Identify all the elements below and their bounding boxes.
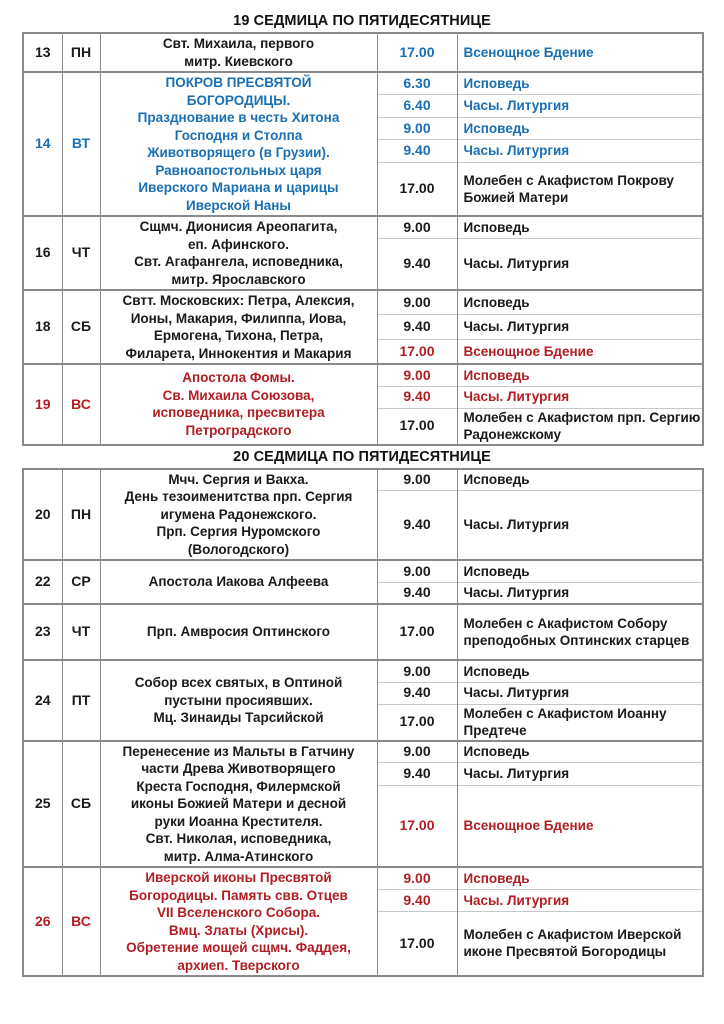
service-name: Исповедь <box>457 741 703 763</box>
feast-description <box>100 290 377 364</box>
service-time: 17.00 <box>377 704 457 741</box>
feast-description <box>100 604 377 660</box>
service-time: 9.00 <box>377 364 457 386</box>
desc-line: Перенесение из Мальты в Гатчину <box>122 743 355 759</box>
feast-description <box>100 72 377 216</box>
service-name: Исповедь <box>457 72 703 95</box>
service-name: Часы. Литургия <box>457 95 703 118</box>
service-name: Часы. Литургия <box>457 582 703 604</box>
service-name: Исповедь <box>457 290 703 315</box>
schedule-table <box>22 468 704 978</box>
feast-description <box>100 364 377 445</box>
service-time: 9.00 <box>377 290 457 315</box>
desc-line: пустыни просиявших. <box>164 692 313 708</box>
day-row <box>23 560 703 582</box>
desc-line: архиеп. Тверского <box>177 957 300 973</box>
day-of-week: ПН <box>62 469 100 561</box>
desc-line: Свт. Николая, исповедника, <box>145 831 332 846</box>
desc-line: Вмц. Златы (Хрисы). <box>168 922 309 938</box>
service-name: Часы. Литургия <box>457 315 703 340</box>
desc-line: Свт. Михаила, первого <box>162 36 315 51</box>
service-name: Часы. Литургия <box>457 239 703 290</box>
desc-line: части Древа Животворящего <box>141 761 336 776</box>
service-time: 9.00 <box>377 117 457 140</box>
day-number: 16 <box>23 216 62 290</box>
day-number: 20 <box>23 469 62 561</box>
service-time: 9.40 <box>377 315 457 340</box>
desc-line: Петроградского <box>185 422 292 438</box>
service-name: Исповедь <box>457 660 703 682</box>
week-title: 19 СЕДМИЦА ПО ПЯТИДЕСЯТНИЦЕ <box>233 13 491 29</box>
feast-description <box>100 660 377 741</box>
desc-line: Свт. Агафангела, исповедника, <box>134 254 343 269</box>
service-time: 9.40 <box>377 889 457 911</box>
day-of-week: ЧТ <box>62 216 100 290</box>
day-of-week: ПН <box>62 33 100 72</box>
service-time: 17.00 <box>377 339 457 364</box>
day-row <box>23 469 703 491</box>
service-time: 9.40 <box>377 491 457 560</box>
desc-line: Равноапостольных царя <box>155 162 322 178</box>
day-number: 22 <box>23 560 62 604</box>
day-row <box>23 33 703 72</box>
desc-line: исповедника, пресвитера <box>152 405 325 421</box>
feast-description <box>100 867 377 976</box>
desc-line: ПОКРОВ ПРЕСВЯТОЙ <box>165 75 312 90</box>
day-of-week: ВС <box>62 867 100 976</box>
service-name: Часы. Литургия <box>457 682 703 704</box>
service-time: 9.00 <box>377 469 457 491</box>
day-number: 13 <box>23 33 62 72</box>
service-time: 17.00 <box>377 911 457 976</box>
desc-line: митр. Киевского <box>184 53 293 69</box>
day-number: 14 <box>23 72 62 216</box>
service-name: Исповедь <box>457 560 703 582</box>
desc-line: VII Вселенского Собора. <box>157 905 320 920</box>
schedule-table <box>22 32 704 446</box>
desc-line: (Вологодского) <box>187 541 290 557</box>
feast-description <box>100 560 377 604</box>
day-number: 24 <box>23 660 62 741</box>
feast-description <box>100 741 377 868</box>
desc-line: Апостола Фомы. <box>182 370 295 386</box>
service-time: 17.00 <box>377 408 457 445</box>
service-name: Молебен с Акафистом прп. Сергию Радонежскому <box>457 408 703 445</box>
service-time: 6.40 <box>377 95 457 118</box>
desc-line: Филарета, Иннокентия и Макария <box>125 345 352 361</box>
desc-line: митр. Алма-Атинского <box>163 848 314 864</box>
desc-line: Обретение мощей сщмч. Фаддея, <box>126 940 351 955</box>
day-of-week: ЧТ <box>62 604 100 660</box>
desc-line: Прп. Сергия Нуромского <box>156 524 321 539</box>
day-number: 19 <box>23 364 62 445</box>
desc-line: Мчч. Сергия и Вакха. <box>168 471 309 487</box>
service-name: Часы. Литургия <box>457 140 703 163</box>
service-time: 9.40 <box>377 763 457 785</box>
day-number: 25 <box>23 741 62 868</box>
service-time: 9.00 <box>377 216 457 239</box>
day-row <box>23 290 703 315</box>
service-time: 9.00 <box>377 741 457 763</box>
service-name: Исповедь <box>457 364 703 386</box>
service-name: Молебен с Акафистом Иверской иконе Пресвятой Богородицы <box>457 911 703 976</box>
service-name: Молебен с Акафистом Иоанну Предтече <box>457 704 703 741</box>
desc-line: Иверской иконы Пресвятой <box>145 870 332 885</box>
day-row <box>23 364 703 386</box>
service-time: 6.30 <box>377 72 457 95</box>
desc-line: Богородицы. Память свв. Отцев <box>129 887 348 903</box>
service-time: 9.40 <box>377 140 457 163</box>
desc-line: руки Иоанна Крестителя. <box>154 813 323 829</box>
service-name: Исповедь <box>457 469 703 491</box>
desc-line: Ионы, Макария, Филиппа, Иова, <box>130 310 347 326</box>
desc-line: игумена Радонежского. <box>160 506 317 522</box>
day-of-week: ПТ <box>62 660 100 741</box>
desc-line: митр. Ярославского <box>171 271 306 287</box>
day-row <box>23 216 703 239</box>
service-name: Часы. Литургия <box>457 491 703 560</box>
service-time: 9.00 <box>377 867 457 889</box>
service-name: Исповедь <box>457 867 703 889</box>
day-of-week: СР <box>62 560 100 604</box>
day-row <box>23 72 703 95</box>
service-time: 17.00 <box>377 33 457 72</box>
day-number: 18 <box>23 290 62 364</box>
service-name: Исповедь <box>457 117 703 140</box>
desc-line: Свтт. Московских: Петра, Алексия, <box>122 293 355 308</box>
day-of-week: СБ <box>62 741 100 868</box>
service-time: 17.00 <box>377 604 457 660</box>
desc-line: Иверской Наны <box>186 197 291 213</box>
service-time: 17.00 <box>377 785 457 867</box>
desc-line: иконы Божией Матери и десной <box>130 796 347 811</box>
desc-line: Апостола Иакова Алфеева <box>148 574 329 590</box>
day-row <box>23 660 703 682</box>
desc-line: Собор всех святых, в Оптиной <box>134 675 343 690</box>
service-time: 9.40 <box>377 682 457 704</box>
service-time: 9.00 <box>377 560 457 582</box>
day-of-week: ВС <box>62 364 100 445</box>
desc-line: День тезоименитства прп. Сергия <box>124 489 353 504</box>
schedule-page <box>22 12 702 977</box>
desc-line: Празднование в честь Хитона <box>137 110 340 125</box>
day-number: 23 <box>23 604 62 660</box>
service-time: 17.00 <box>377 163 457 217</box>
desc-line: Сщмч. Дионисия Ареопагита, <box>139 219 338 234</box>
desc-line: Мц. Зинаиды Тарсийской <box>153 710 324 725</box>
service-name: Исповедь <box>457 216 703 239</box>
service-name: Всенощное Бдение <box>457 33 703 72</box>
day-number: 26 <box>23 867 62 976</box>
service-time: 9.40 <box>377 582 457 604</box>
service-name: Часы. Литургия <box>457 889 703 911</box>
week-title: 20 СЕДМИЦА ПО ПЯТИДЕСЯТНИЦЕ <box>233 448 491 465</box>
desc-line: Креста Господня, Филермской <box>136 778 341 794</box>
desc-line: Животворящего (в Грузии). <box>147 145 330 160</box>
service-name: Всенощное Бдение <box>457 785 703 867</box>
desc-line: Иверского Мариана и царицы <box>138 180 339 195</box>
feast-description <box>100 469 377 561</box>
desc-line: БОГОРОДИЦЫ. <box>186 92 291 108</box>
day-row <box>23 604 703 660</box>
service-name: Часы. Литургия <box>457 386 703 408</box>
service-time: 9.40 <box>377 239 457 290</box>
desc-line: Ермогена, Тихона, Петра, <box>153 328 324 343</box>
service-name: Всенощное Бдение <box>457 339 703 364</box>
feast-description <box>100 33 377 72</box>
day-of-week: СБ <box>62 290 100 364</box>
desc-line: Прп. Амвросия Оптинского <box>146 624 331 640</box>
service-time: 9.40 <box>377 386 457 408</box>
service-name: Молебен с Акафистом Собору преподобных Оптинских старцев <box>457 604 703 660</box>
day-of-week: ВТ <box>62 72 100 216</box>
day-row <box>23 741 703 763</box>
day-row <box>23 867 703 889</box>
service-time: 9.00 <box>377 660 457 682</box>
service-name: Молебен с Акафистом Покрову Божией Матери <box>457 163 703 217</box>
desc-line: Св. Михаила Союзова, <box>162 387 315 403</box>
service-name: Часы. Литургия <box>457 763 703 785</box>
feast-description <box>100 216 377 290</box>
desc-line: еп. Афинского. <box>188 236 289 252</box>
desc-line: Господня и Столпа <box>174 127 303 143</box>
